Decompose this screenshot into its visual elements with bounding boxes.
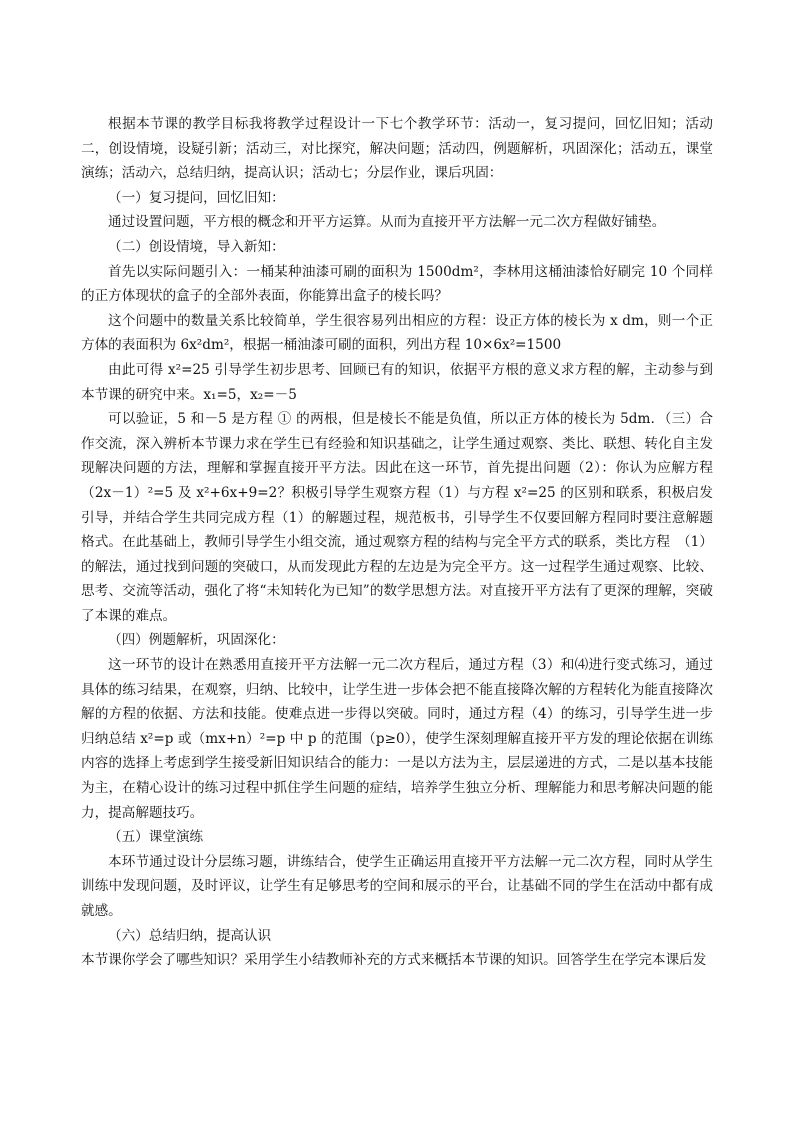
paragraph-practice: 本环节通过设计分层练习题，讲练结合，使学生正确运用直接开平方法解一元二次方程，同时从学生训练中发现问题，及时评议，让学生有足够思考的空间和展示的平台，让基础不同的学生在活动中都有成就感。: [81, 853, 713, 919]
section-heading-practice: （五）课堂演练: [108, 829, 204, 846]
paragraph-cooperative: 可以验证，5 和－5 是方程 ① 的两根，但是棱长不能是负值，所以正方体的棱长为 5dm．（三）合作交流，深入辨析本节课力求在学生已有经验和知识基础之，让学生通过观察、类比、联想、转化自主发现解决问题的方法，理解和掌握直接开平方法。因此在这一环节，首先提出问题（2）：你认为应解方程（2x－1）²=5 及 x²+6x+9=2？积极引导学生观察方程（1）与方程 x²=25 的区别和联系，积极启发引导，并结合学生共同完成方程（1）的解题过程，规范板书，引导学生不仅要回解方程同时要注意解题格式。在此基础上，教师引导学生小组交流，通过观察方程的结构与完全平方式的联系，类比方程 （1）的解法，通过找到问题的突破口，从而发现此方程的左边是为完全平方。这一过程学生通过观察、比较、思考、交流等活动，强化了将“未知转化为已知”的数学思想方法。对直接开平方法有了更深的理解，突破了本课的难点。: [81, 411, 713, 624]
paragraph-examples: 这一环节的设计在熟悉用直接开平方法解一元二次方程后，通过方程（3）和⑷进行变式练习，通过具体的练习结果，在观察，归纳、比较中，让学生进一步体会把不能直接降次解的方程转化为能直接降次解的方程的依据、方法和技能。使难点进一步得以突破。同时，通过方程（4）的练习，引导学生进一步归纳总结 x²=p 或（mx+n）²=p 中 p 的范围（p≥0），使学生深刻理解直接开平方发的理论依据在训练内容的选择上考虑到学生接受新旧知识结合的能力：一是以方法为主，层层递进的方式，二是以基本技能为主，在精心设计的练习过程中抓住学生问题的症结，培养学生独立分析、理解能力和思考解决问题的能力，提高解题技巧。: [81, 657, 713, 821]
paragraph-summary: 本节课你学会了哪些知识？采用学生小结教师补充的方式来概括本节课的知识。回答学生在学完本课后发: [81, 952, 707, 969]
section-heading-summary: （六）总结归纳，提高认识: [108, 927, 272, 944]
section-heading-review: （一）复习提问，回忆旧知：: [108, 189, 285, 206]
section-heading-examples: （四）例题解析，巩固深化：: [108, 632, 285, 649]
section-heading-context: （二）创设情境，导入新知：: [108, 238, 285, 255]
paragraph-context-solution: 由此可得 x²=25 引导学生初步思考、回顾已有的知识，依据平方根的意义求方程的解，主动参与到本节课的研究中来。x₁=5，x₂=－5: [81, 361, 713, 403]
document-body: [81, 112, 713, 973]
intro-paragraph: 根据本节课的教学目标我将教学过程设计一下七个教学环节：活动一，复习提问，回忆旧知；活动二，创设情境，设疑引新；活动三，对比探究，解决问题；活动四，例题解析，巩固深化；活动五，课堂演练；活动六，总结归纳，提高认识；活动七；分层作业，课后巩固：: [81, 116, 713, 182]
paragraph-context-equation: 这个问题中的数量关系比较简单，学生很容易列出相应的方程：设正方体的棱长为 x dm，则一个正方体的表面积为 6x²dm²，根据一桶油漆可刷的面积，列出方程 10×6x²=1500: [81, 312, 713, 354]
paragraph-context-problem: 首先以实际问题引入：一桶某种油漆可刷的面积为 1500dm²，李林用这桶油漆恰好刷完 10 个同样的正方体现状的盒子的全部外表面，你能算出盒子的棱长吗？: [81, 263, 713, 305]
paragraph-review: 通过设置问题，平方根的概念和开平方运算。从而为直接开平方法解一元二次方程做好铺垫。: [108, 214, 666, 231]
